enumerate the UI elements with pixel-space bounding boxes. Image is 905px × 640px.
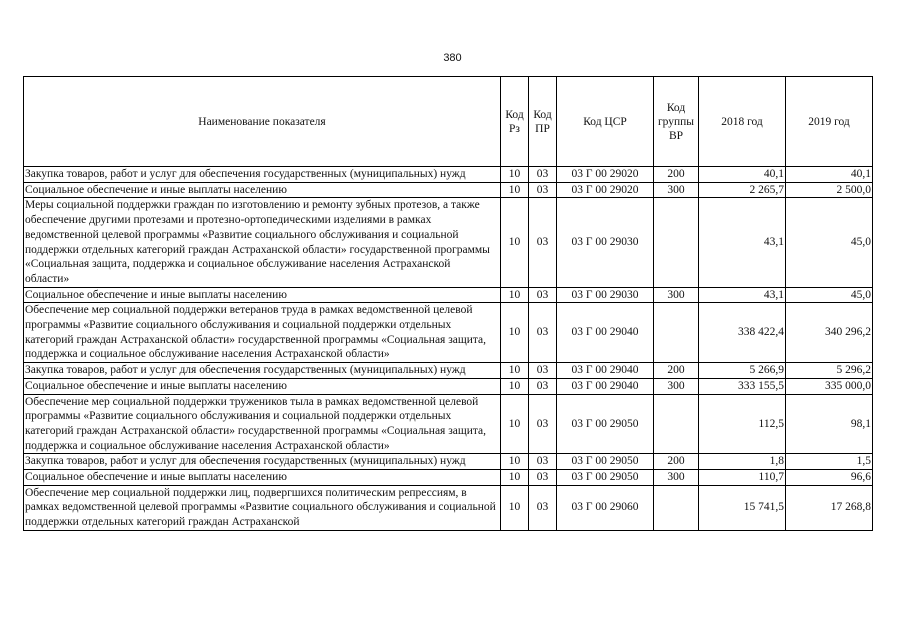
- cell-code-pr: 03: [529, 198, 557, 287]
- cell-2019: 1,5: [786, 454, 873, 470]
- cell-2019: 340 296,2: [786, 303, 873, 363]
- table-row: [24, 363, 873, 379]
- cell-code-rz: 10: [501, 394, 529, 454]
- cell-name: Закупка товаров, работ и услуг для обеспечения государственных (муниципальных) нужд: [24, 167, 501, 183]
- cell-name: Обеспечение мер социальной поддержки тружеников тыла в рамках ведомственной целевой программы «Развитие социального обслуживания и социальной поддержки отдельных категорий граждан Астраханской области» государственной программы «Социальная защита, поддержка и социальное обслуживание населения Астраханской области»: [24, 394, 501, 454]
- cell-code-csr: 03 Г 00 29040: [557, 378, 654, 394]
- cell-code-vr: 200: [654, 363, 699, 379]
- cell-2019: 335 000,0: [786, 378, 873, 394]
- cell-2019: 17 268,8: [786, 485, 873, 530]
- page-number: 380: [443, 52, 462, 64]
- table-row: [24, 470, 873, 486]
- cell-name: Социальное обеспечение и иные выплаты населению: [24, 182, 501, 198]
- cell-name: Социальное обеспечение и иные выплаты населению: [24, 287, 501, 303]
- table-row: [24, 198, 873, 287]
- cell-code-rz: 10: [501, 470, 529, 486]
- cell-code-rz: 10: [501, 287, 529, 303]
- cell-2018: 43,1: [699, 198, 786, 287]
- cell-code-csr: 03 Г 00 29040: [557, 363, 654, 379]
- cell-code-rz: 10: [501, 182, 529, 198]
- cell-2018: 1,8: [699, 454, 786, 470]
- cell-2019: 45,0: [786, 198, 873, 287]
- table-row: [24, 287, 873, 303]
- cell-code-rz: 10: [501, 485, 529, 530]
- cell-name: Социальное обеспечение и иные выплаты населению: [24, 378, 501, 394]
- table-row: [24, 454, 873, 470]
- cell-2018: 338 422,4: [699, 303, 786, 363]
- header-pr: Код ПР: [529, 77, 557, 167]
- cell-code-pr: 03: [529, 394, 557, 454]
- cell-2019: 2 500,0: [786, 182, 873, 198]
- cell-code-csr: 03 Г 00 29050: [557, 394, 654, 454]
- cell-2018: 333 155,5: [699, 378, 786, 394]
- cell-code-pr: 03: [529, 287, 557, 303]
- cell-code-csr: 03 Г 00 29040: [557, 303, 654, 363]
- header-row: [24, 77, 873, 167]
- table-row: [24, 378, 873, 394]
- cell-code-rz: 10: [501, 167, 529, 183]
- cell-code-csr: 03 Г 00 29050: [557, 454, 654, 470]
- cell-code-vr: 300: [654, 378, 699, 394]
- cell-code-pr: 03: [529, 182, 557, 198]
- cell-code-vr: 200: [654, 167, 699, 183]
- cell-name: Закупка товаров, работ и услуг для обеспечения государственных (муниципальных) нужд: [24, 454, 501, 470]
- table-body: [24, 167, 873, 531]
- cell-2018: 40,1: [699, 167, 786, 183]
- budget-table: [23, 76, 873, 531]
- cell-code-vr: 300: [654, 287, 699, 303]
- cell-code-rz: 10: [501, 378, 529, 394]
- cell-code-vr: 200: [654, 454, 699, 470]
- cell-2019: 5 296,2: [786, 363, 873, 379]
- cell-2018: 43,1: [699, 287, 786, 303]
- cell-code-pr: 03: [529, 470, 557, 486]
- header-vr: Код группы ВР: [654, 77, 699, 167]
- cell-code-rz: 10: [501, 454, 529, 470]
- cell-name: Закупка товаров, работ и услуг для обеспечения государственных (муниципальных) нужд: [24, 363, 501, 379]
- cell-code-pr: 03: [529, 485, 557, 530]
- cell-code-csr: 03 Г 00 29030: [557, 287, 654, 303]
- cell-name: Меры социальной поддержки граждан по изготовлению и ремонту зубных протезов, а также обеспечение другими протезами и протезно-ортопедическими изделиями в рамках ведомственной целевой программы «Развитие социального обслуживания и социальной поддержки отдельных категорий граждан Астраханской области» государственной программы «Социальная защита, поддержка и социальное обслуживание населения Астраханской области»: [24, 198, 501, 287]
- cell-code-pr: 03: [529, 167, 557, 183]
- cell-code-vr: 300: [654, 470, 699, 486]
- header-2018: 2018 год: [699, 77, 786, 167]
- table-row: [24, 167, 873, 183]
- cell-name: Социальное обеспечение и иные выплаты населению: [24, 470, 501, 486]
- table-row: [24, 485, 873, 530]
- table-row: [24, 303, 873, 363]
- table-row: [24, 394, 873, 454]
- cell-code-csr: 03 Г 00 29060: [557, 485, 654, 530]
- cell-code-vr: 300: [654, 182, 699, 198]
- header-rz: Код Рз: [501, 77, 529, 167]
- cell-code-vr: [654, 303, 699, 363]
- table-row: [24, 182, 873, 198]
- cell-name: Обеспечение мер социальной поддержки ветеранов труда в рамках ведомственной целевой программы «Развитие социального обслуживания и социальной поддержки отдельных категорий граждан Астраханской области» государственной программы «Социальная защита, поддержка и социальное обслуживание населения Астраханской области»: [24, 303, 501, 363]
- cell-code-csr: 03 Г 00 29030: [557, 198, 654, 287]
- cell-2018: 112,5: [699, 394, 786, 454]
- cell-code-pr: 03: [529, 454, 557, 470]
- cell-2019: 98,1: [786, 394, 873, 454]
- cell-code-vr: [654, 485, 699, 530]
- cell-code-rz: 10: [501, 363, 529, 379]
- cell-2018: 5 266,9: [699, 363, 786, 379]
- cell-2018: 15 741,5: [699, 485, 786, 530]
- cell-2018: 110,7: [699, 470, 786, 486]
- cell-code-vr: [654, 198, 699, 287]
- cell-name: Обеспечение мер социальной поддержки лиц, подвергшихся политическим репрессиям, в рамках ведомственной целевой программы «Развитие социального обслуживания и социальной поддержки отдельных категорий граждан Астраханской: [24, 485, 501, 530]
- cell-code-csr: 03 Г 00 29050: [557, 470, 654, 486]
- header-name: Наименование показателя: [24, 77, 501, 167]
- cell-code-pr: 03: [529, 378, 557, 394]
- cell-code-vr: [654, 394, 699, 454]
- cell-code-pr: 03: [529, 303, 557, 363]
- cell-code-csr: 03 Г 00 29020: [557, 182, 654, 198]
- cell-2019: 40,1: [786, 167, 873, 183]
- cell-code-rz: 10: [501, 198, 529, 287]
- cell-2019: 45,0: [786, 287, 873, 303]
- cell-code-csr: 03 Г 00 29020: [557, 167, 654, 183]
- cell-2018: 2 265,7: [699, 182, 786, 198]
- header-csr: Код ЦСР: [557, 77, 654, 167]
- header-2019: 2019 год: [786, 77, 873, 167]
- cell-code-rz: 10: [501, 303, 529, 363]
- cell-code-pr: 03: [529, 363, 557, 379]
- cell-2019: 96,6: [786, 470, 873, 486]
